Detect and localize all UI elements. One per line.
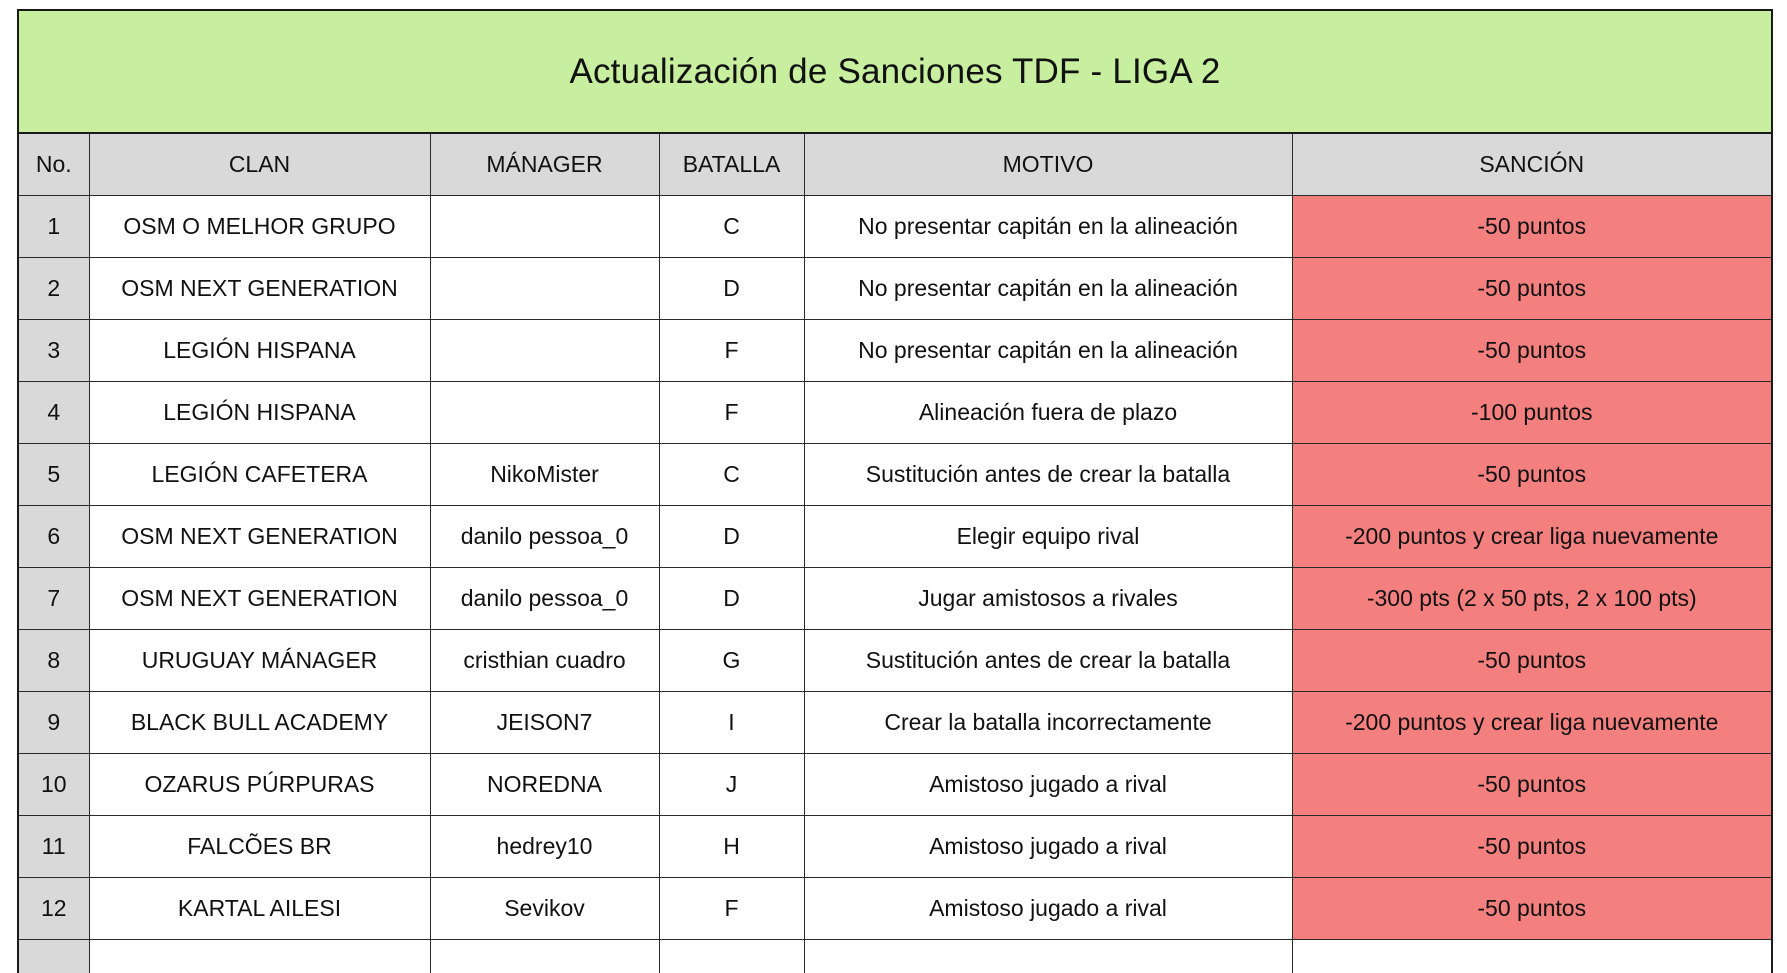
cell-sancion: -50 puntos <box>1292 630 1771 692</box>
cell-manager: cristhian cuadro <box>430 630 659 692</box>
table-row <box>19 692 1771 754</box>
sanctions-table <box>19 134 1771 973</box>
cell-clan: LEGIÓN CAFETERA <box>89 444 430 506</box>
header-row <box>19 134 1771 196</box>
cell-sancion: -50 puntos <box>1292 196 1771 258</box>
table-body <box>19 196 1771 973</box>
cell-sancion: -50 puntos <box>1292 320 1771 382</box>
cell-no: 10 <box>19 754 89 816</box>
header-motivo: MOTIVO <box>804 134 1292 196</box>
cell-sancion: -50 puntos <box>1292 816 1771 878</box>
header-no: No. <box>19 134 89 196</box>
cell-motivo: No presentar capitán en la alineación <box>804 258 1292 320</box>
cell-no: 8 <box>19 630 89 692</box>
cell-batalla: C <box>659 196 804 258</box>
cell-manager: hedrey10 <box>430 816 659 878</box>
cell-no: 9 <box>19 692 89 754</box>
cell-batalla: H <box>659 816 804 878</box>
page-title: Actualización de Sanciones TDF - LIGA 2 <box>569 51 1221 91</box>
cell-manager: danilo pessoa_0 <box>430 568 659 630</box>
cell-clan: LEGIÓN HISPANA <box>89 320 430 382</box>
cell-clan: KARTAL AILESI <box>89 878 430 940</box>
table-row <box>19 816 1771 878</box>
cell-sancion: -200 puntos y crear liga nuevamente <box>1292 692 1771 754</box>
cell-motivo: Amistoso jugado a rival <box>804 754 1292 816</box>
cell-no: 1 <box>19 196 89 258</box>
cell-motivo: Jugar amistosos a rivales <box>804 568 1292 630</box>
cell-clan: URUGUAY MÁNAGER <box>89 630 430 692</box>
cell-motivo: Sustitución antes de crear la batalla <box>804 630 1292 692</box>
cell-batalla: F <box>659 382 804 444</box>
cell-manager <box>430 196 659 258</box>
cell-batalla <box>659 940 804 973</box>
cell-motivo: Alineación fuera de plazo <box>804 382 1292 444</box>
cell-manager: JEISON7 <box>430 692 659 754</box>
cell-clan: OZARUS PÚRPURAS <box>89 754 430 816</box>
cell-no: 5 <box>19 444 89 506</box>
cell-motivo: No presentar capitán en la alineación <box>804 320 1292 382</box>
cell-manager: Sevikov <box>430 878 659 940</box>
cell-sancion: -100 puntos <box>1292 382 1771 444</box>
cell-sancion: -50 puntos <box>1292 754 1771 816</box>
header-sancion: SANCIÓN <box>1292 134 1771 196</box>
cell-motivo: Sustitución antes de crear la batalla <box>804 444 1292 506</box>
cell-sancion: -300 pts (2 x 50 pts, 2 x 100 pts) <box>1292 568 1771 630</box>
cell-batalla: D <box>659 568 804 630</box>
cell-sancion: -50 puntos <box>1292 444 1771 506</box>
cell-batalla: G <box>659 630 804 692</box>
table-row <box>19 506 1771 568</box>
cell-motivo: Amistoso jugado a rival <box>804 816 1292 878</box>
cell-batalla: D <box>659 506 804 568</box>
header-clan: CLAN <box>89 134 430 196</box>
cell-sancion: -50 puntos <box>1292 258 1771 320</box>
table-row <box>19 878 1771 940</box>
cell-motivo: No presentar capitán en la alineación <box>804 196 1292 258</box>
cell-clan: OSM NEXT GENERATION <box>89 506 430 568</box>
title-bar <box>19 11 1771 134</box>
cell-motivo: Amistoso jugado a rival <box>804 878 1292 940</box>
cell-manager <box>430 382 659 444</box>
cell-manager <box>430 940 659 973</box>
table-row <box>19 444 1771 506</box>
cell-clan: OSM NEXT GENERATION <box>89 258 430 320</box>
table-header <box>19 134 1771 196</box>
cell-clan: OSM NEXT GENERATION <box>89 568 430 630</box>
table-row <box>19 320 1771 382</box>
table-row <box>19 568 1771 630</box>
cell-no: 7 <box>19 568 89 630</box>
cell-motivo: Elegir equipo rival <box>804 506 1292 568</box>
cell-motivo <box>804 940 1292 973</box>
header-manager: MÁNAGER <box>430 134 659 196</box>
cell-clan: OSM O MELHOR GRUPO <box>89 196 430 258</box>
table-row <box>19 754 1771 816</box>
table-row <box>19 196 1771 258</box>
cell-clan: BLACK BULL ACADEMY <box>89 692 430 754</box>
cell-manager: NikoMister <box>430 444 659 506</box>
cell-batalla: I <box>659 692 804 754</box>
header-batalla: BATALLA <box>659 134 804 196</box>
cell-no: 2 <box>19 258 89 320</box>
cell-clan: FALCÕES BR <box>89 816 430 878</box>
cell-manager: danilo pessoa_0 <box>430 506 659 568</box>
cell-clan: LEGIÓN HISPANA <box>89 382 430 444</box>
cell-batalla: C <box>659 444 804 506</box>
table-row <box>19 630 1771 692</box>
sanctions-sheet <box>17 9 1773 973</box>
table-row <box>19 258 1771 320</box>
cell-batalla: F <box>659 320 804 382</box>
cell-sancion: -200 puntos y crear liga nuevamente <box>1292 506 1771 568</box>
table-row-partial <box>19 940 1771 973</box>
cell-no <box>19 940 89 973</box>
cell-manager: NOREDNA <box>430 754 659 816</box>
cell-sancion: -50 puntos <box>1292 878 1771 940</box>
cell-no: 3 <box>19 320 89 382</box>
cell-batalla: F <box>659 878 804 940</box>
cell-manager <box>430 320 659 382</box>
cell-clan <box>89 940 430 973</box>
cell-no: 12 <box>19 878 89 940</box>
cell-batalla: D <box>659 258 804 320</box>
cell-batalla: J <box>659 754 804 816</box>
cell-sancion <box>1292 940 1771 973</box>
cell-motivo: Crear la batalla incorrectamente <box>804 692 1292 754</box>
cell-no: 6 <box>19 506 89 568</box>
table-row <box>19 382 1771 444</box>
cell-no: 4 <box>19 382 89 444</box>
cell-no: 11 <box>19 816 89 878</box>
cell-manager <box>430 258 659 320</box>
